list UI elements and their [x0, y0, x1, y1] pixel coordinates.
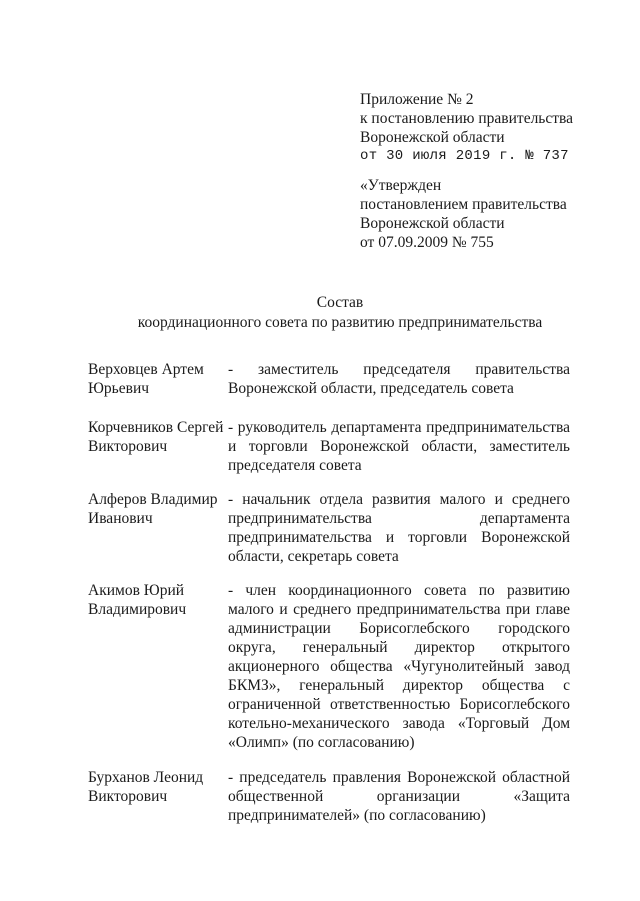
member-row — [88, 768, 570, 825]
member-name: Верховцев Артем Юрьевич — [88, 361, 204, 397]
member-name: Акимов Юрий Владимирович — [88, 582, 187, 618]
appendix-header — [360, 90, 573, 166]
member-name: Бурханов Леонид Викторович — [88, 769, 204, 805]
approval-region: Воронежской области — [360, 215, 505, 232]
member-name: Алферов Владимир Иванович — [88, 491, 218, 527]
member-row — [88, 360, 570, 398]
member-role: - заместитель председателя правительства Воронежской области, председатель совета — [228, 361, 570, 397]
title-line-1: Состав — [316, 294, 364, 311]
appendix-date: от 30 июля 2019 г. № 737 — [360, 148, 569, 164]
appendix-reference: к постановлению правительства — [360, 110, 574, 127]
member-role: - председатель правления Воронежской областной общественной организации «Защита предпринимателей» (по согласованию) — [228, 769, 570, 824]
approval-stamp — [360, 176, 567, 252]
approval-title: «Утвержден — [360, 177, 442, 194]
member-row — [88, 490, 570, 566]
approval-date: от 07.09.2009 № 755 — [360, 234, 494, 251]
title-line-2: координационного совета по развитию предпринимательства — [137, 314, 543, 331]
appendix-number: Приложение № 2 — [360, 91, 474, 108]
member-row — [88, 418, 570, 475]
council-members-list — [88, 360, 570, 825]
member-role: - член координационного совета по развитию малого и среднего предпринимательства при главе администрации Борисоглебского городского округа, генеральный директор открытого акционерного общества «Чугунолитейный завод БКМЗ», генеральный директор общества с ограниченной ответственностью Борисоглебского котельно-механического завода «Торговый Дом «Олимп» (по согласованию) — [228, 582, 570, 751]
member-role: - начальник отдела развития малого и среднего предпринимательства департамента предпринимательства и торговли Воронежской области, секретарь совета — [228, 491, 570, 565]
member-name: Корчевников Сергей Викторович — [88, 419, 224, 455]
approval-reference: постановлением правительства — [360, 196, 567, 213]
member-row — [88, 581, 570, 752]
appendix-region: Воронежской области — [360, 129, 505, 146]
document-title — [0, 293, 640, 333]
member-role: - руководитель департамента предпринимательства и торговли Воронежской области, заместитель председателя совета — [228, 419, 570, 474]
